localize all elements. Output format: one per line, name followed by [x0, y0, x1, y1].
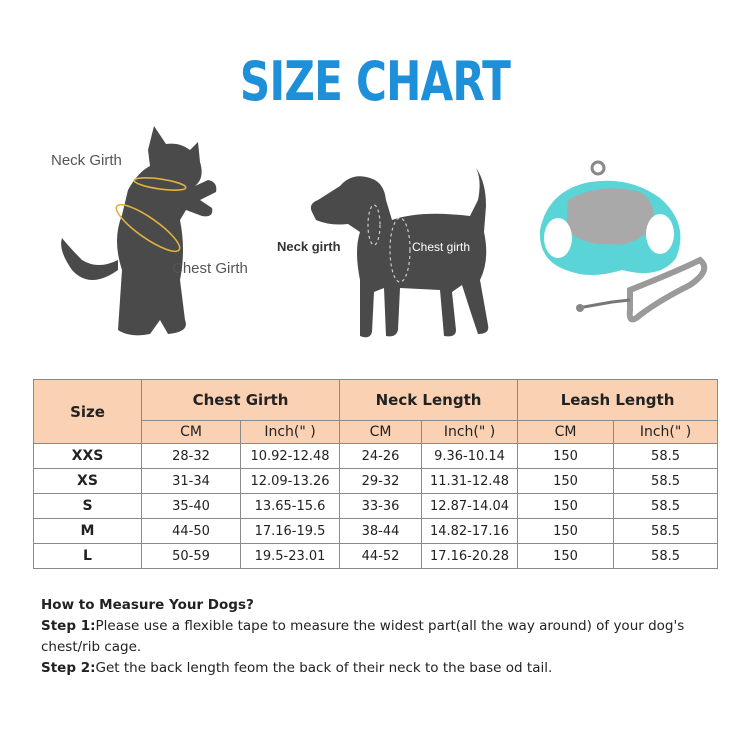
- table-row: [34, 494, 718, 519]
- subheader-cm: CM: [518, 421, 614, 444]
- header-chest-girth: Chest Girth: [142, 380, 340, 421]
- neck-cm-cell: 38-44: [340, 519, 422, 544]
- measuring-instructions: [41, 595, 721, 679]
- cat-neck-girth-label: Neck Girth: [51, 152, 122, 169]
- chest-inch-cell: 19.5-23.01: [241, 544, 340, 569]
- size-cell: XS: [34, 469, 142, 494]
- subheader-inch: Inch(" ): [241, 421, 340, 444]
- size-cell: S: [34, 494, 142, 519]
- table-header-row: [34, 380, 718, 421]
- leash-cm-cell: 150: [518, 494, 614, 519]
- neck-inch-cell: 9.36-10.14: [422, 444, 518, 469]
- neck-cm-cell: 29-32: [340, 469, 422, 494]
- chest-inch-cell: 12.09-13.26: [241, 469, 340, 494]
- leash-inch-cell: 58.5: [614, 519, 718, 544]
- neck-inch-cell: 17.16-20.28: [422, 544, 518, 569]
- leash-inch-cell: 58.5: [614, 494, 718, 519]
- size-cell: L: [34, 544, 142, 569]
- table-row: [34, 519, 718, 544]
- step-2: [41, 658, 721, 679]
- chest-cm-cell: 50-59: [142, 544, 241, 569]
- neck-inch-cell: 14.82-17.16: [422, 519, 518, 544]
- subheader-inch: Inch(" ): [422, 421, 518, 444]
- size-cell: M: [34, 519, 142, 544]
- table-row: [34, 444, 718, 469]
- neck-cm-cell: 44-52: [340, 544, 422, 569]
- chest-inch-cell: 13.65-15.6: [241, 494, 340, 519]
- chest-cm-cell: 28-32: [142, 444, 241, 469]
- subheader-cm: CM: [142, 421, 241, 444]
- size-cell: XXS: [34, 444, 142, 469]
- neck-cm-cell: 33-36: [340, 494, 422, 519]
- step-2-label: Step 2:: [41, 660, 96, 676]
- subheader-inch: Inch(" ): [614, 421, 718, 444]
- step-1-label: Step 1:: [41, 618, 96, 634]
- page-title: SIZE CHART: [239, 50, 511, 113]
- table-row: [34, 469, 718, 494]
- size-chart-table: [33, 379, 718, 569]
- chest-cm-cell: 31-34: [142, 469, 241, 494]
- step-1-text: Please use a flexible tape to measure the widest part(all the way around) of your dog's chest/rib cage.: [41, 618, 685, 655]
- header-size: Size: [34, 380, 142, 444]
- chest-inch-cell: 17.16-19.5: [241, 519, 340, 544]
- header-neck-length: Neck Length: [340, 380, 518, 421]
- chest-cm-cell: 44-50: [142, 519, 241, 544]
- header-leash-length: Leash Length: [518, 380, 718, 421]
- illustration-area: [0, 120, 750, 350]
- neck-inch-cell: 12.87-14.04: [422, 494, 518, 519]
- instructions-heading: How to Measure Your Dogs?: [41, 597, 254, 613]
- leash-inch-cell: 58.5: [614, 544, 718, 569]
- leash-cm-cell: 150: [518, 544, 614, 569]
- chest-cm-cell: 35-40: [142, 494, 241, 519]
- leash-inch-cell: 58.5: [614, 469, 718, 494]
- dog-neck-girth-label: Neck girth: [277, 239, 341, 254]
- neck-cm-cell: 24-26: [340, 444, 422, 469]
- leash-inch-cell: 58.5: [614, 444, 718, 469]
- leash-cm-cell: 150: [518, 519, 614, 544]
- chest-inch-cell: 10.92-12.48: [241, 444, 340, 469]
- table-row: [34, 544, 718, 569]
- leash-cm-cell: 150: [518, 444, 614, 469]
- dog-chest-girth-label: Chest girth: [412, 240, 471, 254]
- step-2-text: Get the back length feom the back of their neck to the base od tail.: [95, 660, 553, 676]
- leash-cm-cell: 150: [518, 469, 614, 494]
- neck-inch-cell: 11.31-12.48: [422, 469, 518, 494]
- harness-image: [540, 162, 704, 319]
- step-1: [41, 616, 721, 658]
- cat-chest-girth-label: Chest Girth: [172, 260, 248, 277]
- subheader-cm: CM: [340, 421, 422, 444]
